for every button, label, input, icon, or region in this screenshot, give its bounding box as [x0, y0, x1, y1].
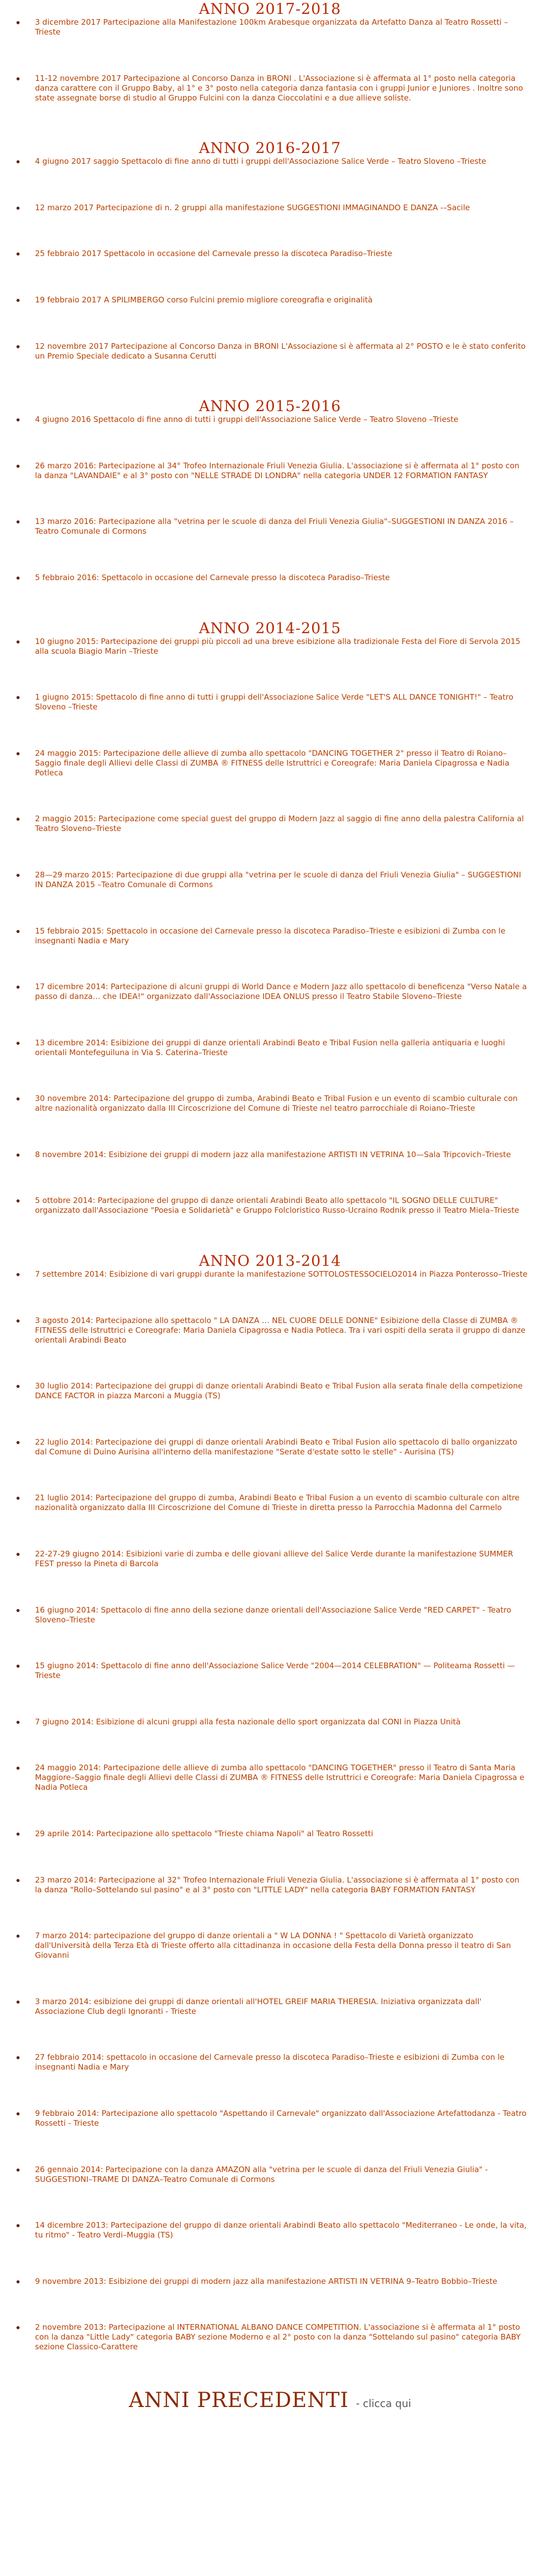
- bullet-icon: [16, 818, 20, 821]
- event-text: 22-27-29 giugno 2014: Esibizioni varie di zumba e delle giovani allieve del Salice Verde durante la manifestazione SUMMER FEST presso la Pineta di Barcola: [35, 1549, 513, 1569]
- event-item: [35, 1829, 528, 1839]
- event-item: [35, 157, 528, 166]
- event-item: [35, 1038, 528, 1058]
- event-list: [0, 1269, 540, 2352]
- event-item: [35, 926, 528, 946]
- bullet-icon: [16, 345, 20, 348]
- event-item: [35, 1493, 528, 1513]
- event-item: [35, 2053, 528, 2072]
- event-text: 3 marzo 2014: esibizione dei gruppi di danze orientali all'HOTEL GREIF MARIA THERESIA. Iniziativa organizzata dall' Associazione Club degli Ignoranti - Trieste: [35, 1996, 482, 2016]
- event-text: 26 marzo 2016: Partecipazione al 34° Trofeo Internazionale Friuli Venezia Giulia. L'associazione si è affermata al 1° posto con la danza "LAVANDAIE" e al 3° posto con "NELLE STRADE DI LONDRA" nella categoria UNDER 12 FORMATION FANTASY: [35, 461, 519, 480]
- event-text: 12 marzo 2017 Partecipazione di n. 2 gruppi alla manifestazione SUGGESTIONI IMMAGINANDO E DANZA -–Sacile: [35, 202, 470, 212]
- bullet-icon: [16, 1665, 20, 1668]
- event-item: [35, 342, 528, 361]
- event-text: 19 febbraio 2017 A SPILIMBERGO corso Fulcini premio migliore coreografia e originalità: [35, 295, 373, 304]
- event-text: 15 febbraio 2015: Spettacolo in occasione del Carnevale presso la discoteca Paradiso–Trieste e esibizioni di Zumba con le insegnanti Nadia e Mary: [35, 926, 506, 945]
- event-text: 24 maggio 2015: Partecipazione delle allieve di zumba allo spettacolo "DANCING TOGETHER 2" presso il Teatro di Roiano–Saggio finale degli Allievi delle Classi di ZUMBA ® FITNESS delle Istruttrici e Coreografe: Maria Daniela Cipagrossa e Nadia Potleca: [35, 748, 510, 777]
- event-item: [35, 1437, 528, 1457]
- year-section: [0, 397, 540, 583]
- bullet-icon: [16, 1441, 20, 1444]
- event-text: 8 novembre 2014: Esibizione dei gruppi di modern jazz alla manifestazione ARTISTI IN VETRINA 10—Sala Tripcovich–Trieste: [35, 1149, 511, 1159]
- event-item: [35, 1196, 528, 1215]
- event-text: 5 ottobre 2014: Partecipazione del gruppo di danze orientali Arabindi Beato allo spettacolo "IL SOGNO DELLE CULTURE" organizzato dall'Associazione "Poesia e Solidarietà" e Gruppo Folcloristico Russo-Ucraino Rodnik presso il Teatro Miela–Trieste: [35, 1196, 519, 1215]
- event-item: [35, 692, 528, 712]
- event-item: [35, 1717, 528, 1727]
- bullet-icon: [16, 1199, 20, 1202]
- bullet-icon: [16, 2056, 20, 2059]
- event-item: [35, 1661, 528, 1681]
- bullet-icon: [16, 2168, 20, 2172]
- event-item: [35, 814, 528, 834]
- bullet-icon: [16, 1273, 20, 1276]
- event-text: 11-12 novembre 2017 Partecipazione al Concorso Danza in BRONI . L'Associazione si è affermata al 1° posto nella categoria danza carattere con il Gruppo Baby, al 1° e 3° posto nella categoria danza fantasia con i gruppi Junior e Juniores . Inoltre sono state assegnate borse di studio al Gruppo Fulcini con la danza Cioccolatini e a due allieve soliste.: [35, 73, 524, 103]
- event-text: 9 novembre 2013: Esibizione dei gruppi di modern jazz alla manifestazione ARTISTI IN VETRINA 9–Teatro Bobbio–Trieste: [35, 2276, 497, 2286]
- event-text: 27 febbraio 2014: spettacolo in occasione del Carnevale presso la discoteca Paradiso–Trieste e esibizioni di Zumba con le insegnanti Nadia e Mary: [35, 2053, 504, 2072]
- event-list: [0, 415, 540, 583]
- event-text: 1 giugno 2015: Spettacolo di fine anno di tutti i gruppi dell'Associazione Salice Verde "LET'S ALL DANCE TONIGHT!" – Teatro Sloveno –Trieste: [35, 692, 514, 712]
- archive-link[interactable]: [0, 2388, 540, 2412]
- bullet-icon: [16, 77, 20, 80]
- event-text: 13 marzo 2016: Partecipazione alla "vetrina per le scuole di danza del Friuli Venezia Giulia"–SUGGESTIONI IN DANZA 2016 –Teatro Comunale di Cormons: [35, 517, 514, 536]
- bullet-icon: [16, 520, 20, 523]
- bullet-icon: [16, 2112, 20, 2115]
- event-text: 15 giugno 2014: Spettacolo di fine anno dell'Associazione Salice Verde "2004—2014 CELEBRATION" — Politeama Rossetti —Trieste: [35, 1661, 515, 1681]
- event-item: [35, 1997, 528, 2016]
- event-item: [35, 1875, 528, 1895]
- bullet-icon: [16, 874, 20, 877]
- event-text: 10 giugno 2015: Partecipazione dei gruppi più piccoli ad una breve esibizione alla tradizionale Festa del Fiore di Servola 2015 alla scuola Biagio Marin –Trieste: [35, 636, 520, 656]
- event-item: [35, 74, 528, 103]
- bullet-icon: [16, 577, 20, 580]
- event-text: 9 febbraio 2014: Partecipazione allo spettacolo "Aspettando il Carnevale" organizzato dall'Associazione Artefattodanza - Teatro Rossetti - Trieste: [35, 2108, 527, 2128]
- bullet-icon: [16, 2224, 20, 2227]
- bullet-icon: [16, 465, 20, 468]
- bullet-icon: [16, 752, 20, 755]
- event-list: [0, 157, 540, 361]
- year-title: ANNO 2014-2015: [199, 619, 341, 637]
- event-text: 17 dicembre 2014: Partecipazione di alcuni gruppi di World Dance e Modern Jazz allo spettacolo di beneficenza "Verso Natale a passo di danza… che IDEA!" organizzato dall'Associazione IDEA ONLUS presso il Teatro Stabile Sloveno–Trieste: [35, 982, 527, 1002]
- event-text: 5 febbraio 2016: Spettacolo in occasione del Carnevale presso la discoteca Paradiso–Trieste: [35, 572, 390, 582]
- bullet-icon: [16, 1553, 20, 1556]
- bullet-icon: [16, 418, 20, 421]
- event-text: 7 giugno 2014: Esibizione di alcuni gruppi alla festa nazionale dello sport organizzata dal CONI in Piazza Unità: [35, 1717, 461, 1726]
- bullet-icon: [16, 1879, 20, 1882]
- year-section: [0, 619, 540, 1216]
- event-text: 26 gennaio 2014: Partecipazione con la danza AMAZON alla "vetrina per le scuole di danza del Friuli Venezia Giulia" - SUGGESTIONI–TRAME DI DANZA–Teatro Comunale di Cormons: [35, 2164, 488, 2184]
- bullet-icon: [16, 1497, 20, 1500]
- event-item: [35, 461, 528, 481]
- event-item: [35, 1316, 528, 1345]
- bullet-icon: [16, 1767, 20, 1770]
- bullet-icon: [16, 160, 20, 163]
- event-item: [35, 1763, 528, 1792]
- year-title: ANNO 2016-2017: [199, 139, 341, 157]
- event-item: [35, 2323, 528, 2352]
- bullet-icon: [16, 1097, 20, 1100]
- event-item: [35, 295, 528, 305]
- event-item: [35, 203, 528, 213]
- event-text: 14 dicembre 2013: Partecipazione del gruppo di danze orientali Arabindi Beato allo spettacolo "Mediterraneo - Le onde, la vita, tu ritmo" - Teatro Verdi–Muggia (TS): [35, 2221, 527, 2240]
- bullet-icon: [16, 1319, 20, 1323]
- event-list: [0, 18, 540, 103]
- bullet-icon: [16, 1042, 20, 1045]
- event-text: 13 dicembre 2014: Esibizione dei gruppi di danze orientali Arabindi Beato e Tribal Fusion nella galleria antiquaria e luoghi orientali Montefeguiluna in Via S. Caterina–Trieste: [35, 1038, 506, 1057]
- event-item: [35, 2109, 528, 2128]
- event-item: [35, 982, 528, 1002]
- event-item: [35, 573, 528, 583]
- bullet-icon: [16, 1833, 20, 1836]
- year-title: ANNO 2015-2016: [199, 397, 341, 415]
- bullet-icon: [16, 696, 20, 699]
- event-item: [35, 1931, 528, 1960]
- bullet-icon: [16, 1609, 20, 1612]
- event-item: [35, 415, 528, 425]
- event-item: [35, 249, 528, 259]
- event-text: 23 marzo 2014: Partecipazione al 32° Trofeo Internazionale Friuli Venezia Giulia. L'associazione si è affermata al 1° posto con la danza "Rollo–Sottelando sul pasino" e al 3° posto con "LITTLE LADY" nella categoria BABY FORMATION FANTASY: [35, 1875, 519, 1894]
- event-text: 4 giugno 2016 Spettacolo di fine anno di tutti i gruppi dell'Associazione Salice Verde – Teatro Sloveno –Trieste: [35, 415, 459, 425]
- year-section: [0, 1252, 540, 2352]
- year-section: [0, 139, 540, 361]
- bullet-icon: [16, 299, 20, 302]
- bullet-icon: [16, 930, 20, 933]
- event-text: 22 luglio 2014: Partecipazione dei gruppi di danze orientali Arabindi Beato e Tribal Fusion allo spettacolo di ballo organizzato dal Comune di Duino Aurisina all'interno della manifestazione "Serate d'estate sotto le stelle" - Aurisina (TS): [35, 1437, 517, 1456]
- event-text: 7 settembre 2014: Esibizione di vari gruppi durante la manifestazione SOTTOLOSTESSOCIELO2014 in Piazza Ponterosso–Trieste: [35, 1269, 528, 1279]
- bullet-icon: [16, 21, 20, 24]
- event-text: 30 luglio 2014: Partecipazione dei gruppi di danze orientali Arabindi Beato e Tribal Fusion alla serata finale della competizione DANCE FACTOR in piazza Marconi a Muggia (TS): [35, 1381, 523, 1401]
- event-item: [35, 2221, 528, 2240]
- event-text: 2 maggio 2015: Partecipazione come special guest del gruppo di Modern Jazz al saggio di fine anno della palestra California al Teatro Sloveno–Trieste: [35, 814, 524, 834]
- archive-subtitle[interactable]: - clicca qui: [356, 2397, 411, 2410]
- bullet-icon: [16, 1385, 20, 1388]
- event-item: [35, 637, 528, 656]
- event-text: 7 marzo 2014: partecipazione del gruppo di danze orientali a " W LA DONNA ! " Spettacolo di Varietà organizzato dall'Università della Terza Età di Trieste offerto alla cittadinanza in occasione della Festa della Donna presso il teatro di San Giovanni: [35, 1931, 511, 1960]
- event-item: [35, 517, 528, 536]
- event-text: 30 novembre 2014: Partecipazione del gruppo di zumba, Arabindi Beato e Tribal Fusion e un evento di scambio culturale con altre nazionalità organizzato dalla III Circoscrizione del Comune di Trieste nel teatro parrocchiale di Roiano–Trieste: [35, 1094, 518, 1113]
- event-text: 4 giugno 2017 saggio Spettacolo di fine anno di tutti i gruppi dell'Associazione Salice Verde – Teatro Sloveno –Trieste: [35, 157, 486, 166]
- bullet-icon: [16, 986, 20, 989]
- bullet-icon: [16, 1935, 20, 1938]
- year-section: [0, 0, 540, 103]
- bullet-icon: [16, 640, 20, 643]
- year-title: ANNO 2017-2018: [199, 0, 341, 18]
- bullet-icon: [16, 1721, 20, 1724]
- event-item: [35, 18, 528, 37]
- event-text: 29 aprile 2014: Partecipazione allo spettacolo "Trieste chiama Napoli" al Teatro Rossetti: [35, 1829, 373, 1838]
- event-text: 3 dicembre 2017 Partecipazione alla Manifestazione 100km Arabesque organizzata da Artefatto Danza al Teatro Rossetti – Trieste: [35, 18, 508, 37]
- event-item: [35, 1605, 528, 1625]
- event-item: [35, 749, 528, 778]
- bullet-icon: [16, 2280, 20, 2283]
- event-item: [35, 1269, 528, 1279]
- event-item: [35, 870, 528, 890]
- event-item: [35, 1381, 528, 1401]
- bullet-icon: [16, 2001, 20, 2004]
- event-text: 3 agosto 2014: Partecipazione allo spettacolo " LA DANZA … NEL CUORE DELLE DONNE" Esibizione della Classe di ZUMBA ® FITNESS delle Istruttrici e Coreografe: Maria Daniela Cipagrossa e Nadia Potleca. Tra i vari ospiti della serata il gruppo di danze orientali Arabindi Beato: [35, 1315, 526, 1345]
- event-text: 16 giugno 2014: Spettacolo di fine anno della sezione danze orientali dell'Associazione Salice Verde "RED CARPET" - Teatro Sloveno–Trieste: [35, 1605, 512, 1624]
- event-text: 24 maggio 2014: Partecipazione delle allieve di zumba allo spettacolo "DANCING TOGETHER" presso il Teatro di Santa Maria Maggiore–Saggio finale degli Allievi delle Classi di ZUMBA ® FITNESS delle Istruttrici e Coreografe: Maria Daniela Cipagrossa e Nadia Potleca: [35, 1763, 525, 1792]
- event-item: [35, 1094, 528, 1113]
- event-text: 2 novembre 2013: Partecipazione al INTERNATIONAL ALBANO DANCE COMPETITION. L'associazione si è affermata al 1° posto con la danza "Little Lady" categoria BABY sezione Moderno e al 2° posto con la danza "Sottelando sul pasino" categoria BABY sezione Classico-Carattere: [35, 2323, 521, 2352]
- event-item: [35, 1150, 528, 1160]
- bullet-icon: [16, 1154, 20, 1157]
- event-text: 12 novembre 2017 Partecipazione al Concorso Danza in BRONI L'Associazione si è affermata al 2° POSTO e le è stato conferito un Premio Speciale dedicato a Susanna Cerutti: [35, 341, 526, 361]
- archive-title[interactable]: ANNI PRECEDENTI: [129, 2388, 349, 2412]
- bullet-icon: [16, 252, 20, 256]
- event-text: 28—29 marzo 2015: Partecipazione di due gruppi alla "vetrina per le scuole di danza del Friuli Venezia Giulia" – SUGGESTIONI IN DANZA 2015 –Teatro Comunale di Cormons: [35, 870, 521, 889]
- bullet-icon: [16, 2326, 20, 2329]
- event-text: 25 febbraio 2017 Spettacolo in occasione del Carnevale presso la discoteca Paradiso–Trieste: [35, 249, 392, 259]
- event-item: [35, 1549, 528, 1569]
- bullet-icon: [16, 207, 20, 210]
- event-item: [35, 2165, 528, 2184]
- event-item: [35, 2277, 528, 2286]
- year-title: ANNO 2013-2014: [199, 1252, 341, 1270]
- event-list: [0, 637, 540, 1216]
- event-text: 21 luglio 2014: Partecipazione del gruppo di zumba, Arabindi Beato e Tribal Fusion a un evento di scambio culturale con altre nazionalità organizzato dalla III Circoscrizione del Comune di Trieste in diretta presso la Parrocchia Madonna del Carmelo: [35, 1493, 520, 1513]
